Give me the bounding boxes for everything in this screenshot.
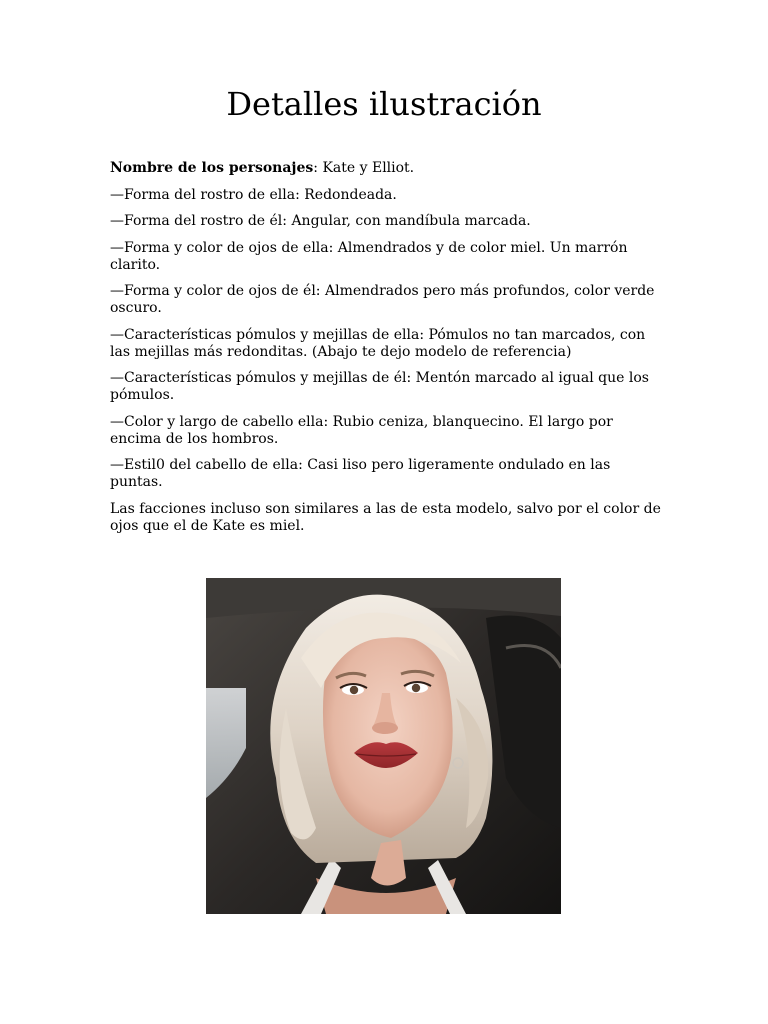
intro-label: Nombre de los personajes [110, 160, 314, 176]
intro-paragraph [110, 160, 662, 177]
paragraph-closing: Las facciones incluso son similares a las de esta modelo, salvo por el color de ojos que el de Kate es miel. [110, 500, 661, 534]
reference-photo [206, 578, 561, 914]
intro-text: : Kate y Elliot. [313, 160, 415, 176]
reference-photo-illustration [206, 578, 561, 914]
paragraph-eyes-him: —Forma y color de ojos de él: Almendrados pero más profundos, color verde oscuro. [110, 283, 655, 316]
paragraph-cheeks-her: —Características pómulos y mejillas de ella: Pómulos no tan marcados, con las mejillas más redonditas. (Abajo te dejo modelo de referencia) [110, 326, 646, 360]
paragraph-hair-style: —Estil0 del cabello de ella: Casi liso pero ligeramente ondulado en las puntas. [110, 457, 611, 490]
paragraph-eyes-her: —Forma y color de ojos de ella: Almendrados y de color miel. Un marrón clarito. [110, 239, 628, 273]
page-title: Detalles ilustración [226, 85, 542, 123]
paragraph-face-her: —Forma del rostro de ella: Redondeada. [110, 186, 397, 203]
document-body [110, 160, 662, 544]
paragraph-cheeks-him: —Características pómulos y mejillas de él: Mentón marcado al igual que los pómulos. [110, 370, 649, 403]
paragraph-hair-color: —Color y largo de cabello ella: Rubio ceniza, blanquecino. El largo por encima de los hombros. [110, 413, 613, 447]
paragraph-face-him: —Forma del rostro de él: Angular, con mandíbula marcada. [110, 213, 531, 229]
